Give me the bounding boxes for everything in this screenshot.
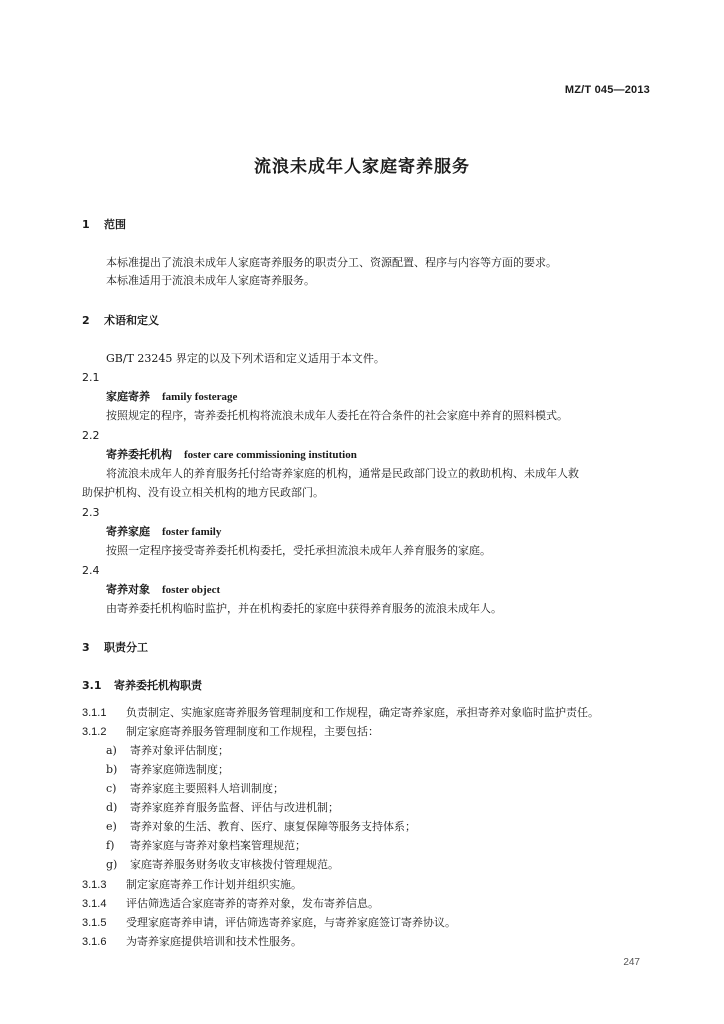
term-number: 2.4 [82,564,100,577]
term-definition: 按照一定程序接受寄养委托机构委托，受托承担流浪未成年人养育服务的家庭。 [106,544,491,557]
clause [82,897,379,911]
section-heading-3 [82,641,148,655]
list-text: 寄养对象的生活、教育、医疗、康复保障等服务支持体系； [130,820,416,833]
term-title [106,525,221,539]
section-heading-1 [82,218,126,232]
subsection-heading [82,679,202,693]
paragraph: GB/T 23245 界定的以及下列术语和定义适用于本文件。 [106,352,385,365]
term-zh: 寄养家庭 [106,525,150,538]
list-marker: a) [106,744,117,757]
subsection-number: 3.1 [82,679,102,692]
term-title [106,390,237,404]
term-number: 2.1 [82,371,100,384]
term-zh: 寄养委托机构 [106,448,172,461]
section-number: 2 [82,314,90,327]
list-item [106,820,416,834]
term-definition: 由寄养委托机构临时监护，并在机构委托的家庭中获得养育服务的流浪未成年人。 [106,602,502,615]
clause [82,878,302,892]
term-definition: 按照规定的程序，寄养委托机构将流浪未成年人委托在符合条件的社会家庭中养育的照料模式。 [106,409,568,422]
list-text: 寄养家庭与寄养对象档案管理规范； [130,839,306,852]
subsection-title: 寄养委托机构职责 [114,679,202,692]
term-number: 2.3 [82,506,100,519]
page-number: 247 [623,957,640,968]
clause-text: 负责制定、实施家庭寄养服务管理制度和工作规程，确定寄养家庭，承担寄养对象临时监护责任。 [126,706,599,719]
page-title: 流浪未成年人家庭寄养服务 [254,157,470,177]
term-title [106,448,357,462]
clause-number: 3.1.3 [82,879,107,891]
term-en: foster family [162,526,222,538]
term-title [106,583,220,597]
list-marker: e) [106,820,117,833]
clause-text: 评估筛选适合家庭寄养的寄养对象，发布寄养信息。 [126,897,379,910]
list-text: 寄养家庭筛选制度； [130,763,229,776]
list-marker: d) [106,801,118,814]
list-text: 寄养家庭主要照料人培训制度； [130,782,284,795]
list-item [106,839,306,853]
clause-text: 受理家庭寄养申请，评估筛选寄养家庭，与寄养家庭签订寄养协议。 [126,916,456,929]
list-marker: b) [106,763,118,776]
clause-text: 为寄养家庭提供培训和技术性服务。 [126,935,302,948]
paragraph: 本标准适用于流浪未成年人家庭寄养服务。 [106,274,315,287]
list-text: 寄养对象评估制度； [130,744,229,757]
clause-number: 3.1.6 [82,936,107,948]
clause-number: 3.1.5 [82,917,107,929]
list-marker: c) [106,782,117,795]
list-item [106,744,229,758]
paragraph: 本标准提出了流浪未成年人家庭寄养服务的职责分工、资源配置、程序与内容等方面的要求。 [106,256,557,269]
clause [82,706,599,720]
term-definition: 将流浪未成年人的养育服务托付给寄养家庭的机构，通常是民政部门设立的救助机构、未成年人救 [106,467,579,480]
section-title: 术语和定义 [104,314,159,327]
clause-text: 制定家庭寄养服务管理制度和工作规程，主要包括： [126,725,379,738]
list-text: 家庭寄养服务财务收支审核拨付管理规范。 [130,858,339,871]
clause [82,916,456,930]
section-number: 1 [82,218,90,231]
term-en: foster care commissioning institution [184,449,357,461]
standard-code: MZ/T 045—2013 [564,84,650,96]
clause [82,725,379,739]
list-item [106,782,284,796]
term-zh: 家庭寄养 [106,390,150,403]
term-zh: 寄养对象 [106,583,150,596]
list-item [106,858,339,872]
clause-text: 制定家庭寄养工作计划并组织实施。 [126,878,302,891]
list-marker: f) [106,839,115,852]
clause-number: 3.1.2 [82,726,107,738]
section-heading-2 [82,314,159,328]
term-number: 2.2 [82,429,100,442]
clause [82,935,302,949]
term-definition-continued: 助保护机构、没有设立相关机构的地方民政部门。 [82,486,324,499]
clause-number: 3.1.4 [82,898,107,910]
term-en: family fosterage [162,391,238,403]
term-en: foster object [162,584,221,596]
list-text: 寄养家庭养育服务监督、评估与改进机制； [130,801,339,814]
section-number: 3 [82,641,90,654]
section-title: 职责分工 [104,641,148,654]
section-title: 范围 [104,218,126,231]
list-item [106,763,229,777]
clause-number: 3.1.1 [82,707,107,719]
list-marker: g) [106,858,118,871]
list-item [106,801,339,815]
